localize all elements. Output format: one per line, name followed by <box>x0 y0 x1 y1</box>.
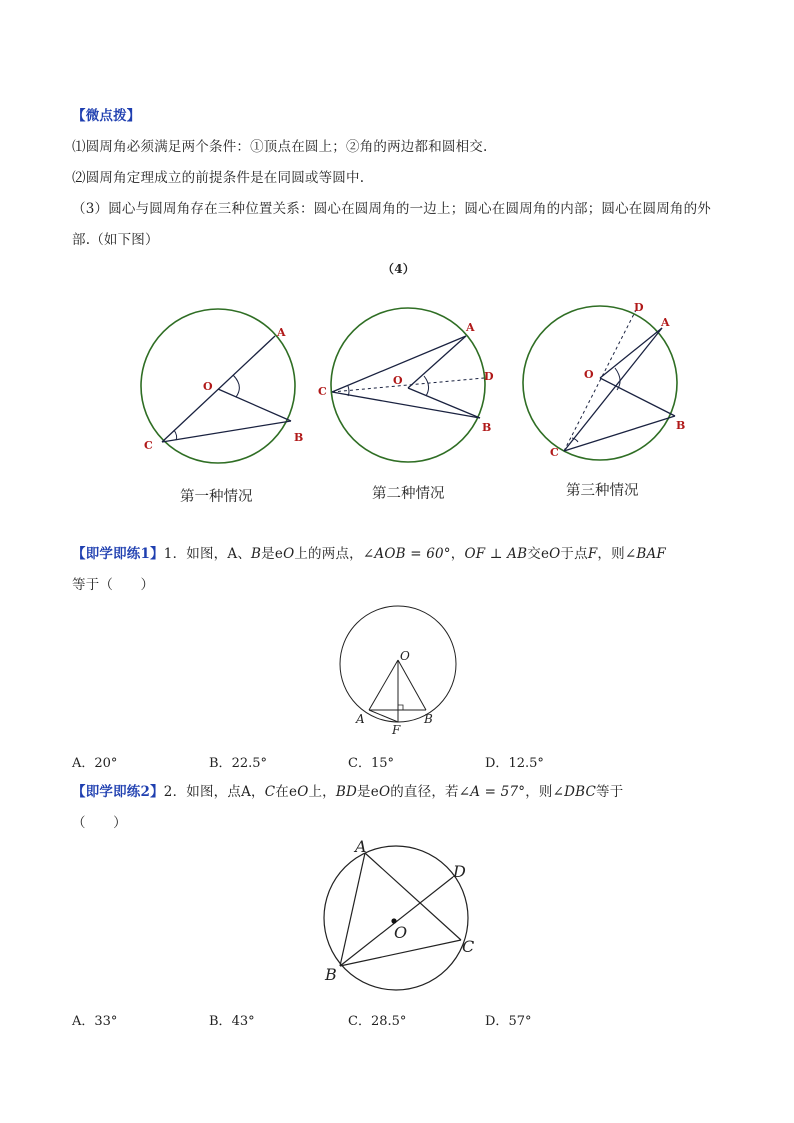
label-b: B <box>676 419 686 432</box>
label-o: O <box>394 923 408 942</box>
caption-case-2: 第二种情况 <box>372 486 445 502</box>
exercise1-text: 交 <box>527 546 541 562</box>
angle-arc-c <box>348 386 349 396</box>
label-b: B <box>482 421 492 434</box>
label-o: O <box>400 649 410 663</box>
label-c: C <box>550 446 559 459</box>
option-letter: D． <box>485 1014 509 1029</box>
chord-ca <box>564 328 662 451</box>
label-d: D <box>484 370 494 383</box>
exercise1-text: 于点 <box>560 546 588 562</box>
exercise2-point-c: C <box>264 784 276 800</box>
exercise2-angle-dbc: ∠DBC <box>552 784 597 800</box>
option-letter: C． <box>348 1014 371 1029</box>
exercise2-text: 的直径，若 <box>390 784 459 800</box>
exercise2-option-d[interactable] <box>485 1010 531 1029</box>
label-a: A <box>661 316 670 329</box>
radius-oa <box>369 660 398 710</box>
circle-symbol: e <box>288 784 298 800</box>
label-d: D <box>453 862 466 881</box>
exercise2-text: 在 <box>275 784 289 800</box>
figure-number: （4） <box>382 262 415 276</box>
exercise2-number: 2．如图，点A <box>163 784 252 800</box>
figure-case-3 <box>520 298 700 468</box>
angle-arc-c <box>174 430 177 440</box>
radius-ob <box>398 660 426 710</box>
option-value: 15° <box>370 756 394 771</box>
circle-symbol: e <box>370 784 379 800</box>
exercise2-angle-a: ∠A = 57° <box>458 784 526 800</box>
radius-oa <box>408 336 466 388</box>
note-line-3: （3）圆心与圆周角存在三种位置关系：圆心在圆周角的一边上；圆心在圆周角的内部；圆心在圆周角的外 <box>72 201 711 217</box>
section-heading: 【微点拨】 <box>72 108 141 124</box>
exercise1-point-f: F <box>587 546 598 562</box>
circle-symbol: e <box>540 546 550 562</box>
label-c: C <box>144 439 153 452</box>
option-letter: A． <box>72 1014 95 1029</box>
option-value: 22.5° <box>231 756 268 771</box>
figure-case-1 <box>130 308 310 488</box>
option-value: 28.5° <box>370 1014 407 1029</box>
radius-ob <box>600 378 675 416</box>
exercise2-segment-bd: BD <box>335 784 358 800</box>
option-value: 57° <box>508 1014 532 1029</box>
exercise1-sep: 、 <box>237 546 252 562</box>
exercise1-point-o: O <box>549 546 561 562</box>
circle-symbol: e <box>274 546 284 562</box>
exercise1-text: 是 <box>261 546 275 562</box>
option-value: 33° <box>94 1014 118 1029</box>
label-b: B <box>424 712 433 726</box>
exercise1-perpendicular: OF ⊥ AB <box>464 546 528 562</box>
option-value: 12.5° <box>508 756 544 771</box>
right-angle-mark <box>398 705 403 710</box>
diameter-dashed <box>564 310 636 451</box>
exercise1-figure <box>336 602 466 742</box>
option-letter: B． <box>209 1014 232 1029</box>
label-o: O <box>393 374 403 387</box>
note-line-2: ⑵圆周角定理成立的前提条件是在同圆或等圆中. <box>72 170 365 186</box>
exercise2-text: 是 <box>357 784 371 800</box>
angle-arc-o <box>233 375 239 397</box>
exercise1-number: 1．如图，A <box>163 546 238 562</box>
option-letter: A． <box>72 756 95 771</box>
label-a: A <box>466 321 475 334</box>
segment-bc <box>340 940 461 966</box>
label-a: A <box>356 712 365 726</box>
label-d: D <box>634 301 644 314</box>
exercise2-point-o: O <box>378 784 391 800</box>
label-b: B <box>294 431 304 444</box>
exercise2-text: ，则 <box>525 784 553 800</box>
figure-case-2 <box>318 308 508 468</box>
note-line-4: 部.（如下图） <box>72 232 159 248</box>
exercise2-option-c[interactable] <box>348 1010 406 1029</box>
exercise2-tag: 【即学即练2】 <box>72 784 164 800</box>
exercise1-tag: 【即学即练1】 <box>72 546 164 562</box>
radius-oa <box>600 328 662 378</box>
exercise1-option-b[interactable] <box>209 752 267 771</box>
circle <box>331 308 485 462</box>
exercise1-option-d[interactable] <box>485 752 544 771</box>
caption-case-3: 第三种情况 <box>566 483 639 499</box>
exercise2-stem-line2: （ ） <box>72 815 127 831</box>
caption-case-1: 第一种情况 <box>180 489 253 505</box>
label-c: C <box>318 385 327 398</box>
exercise1-option-c[interactable] <box>348 752 394 771</box>
label-f: F <box>392 723 401 737</box>
exercise1-option-a[interactable] <box>72 752 117 771</box>
option-value: 43° <box>231 1014 255 1029</box>
radius-ob <box>218 389 291 421</box>
chord-cb <box>332 392 480 418</box>
label-b: B <box>325 965 337 984</box>
diameter-dashed <box>332 378 484 392</box>
circle <box>523 306 677 460</box>
option-letter: C． <box>348 756 371 771</box>
exercise1-stem <box>72 542 666 562</box>
exercise1-text: 上的两点， <box>294 546 363 562</box>
exercise2-option-b[interactable] <box>209 1010 255 1029</box>
label-o: O <box>584 368 594 381</box>
label-o: O <box>203 380 213 393</box>
exercise2-figure <box>316 836 496 986</box>
exercise1-sep: ， <box>450 546 465 562</box>
exercise1-angle-baf: ∠BAF <box>624 546 666 562</box>
exercise2-text: 上， <box>308 784 336 800</box>
exercise1-point-b: B <box>251 546 262 562</box>
exercise2-stem <box>72 780 623 800</box>
option-value: 20° <box>94 756 118 771</box>
circle <box>324 846 468 990</box>
exercise1-stem-line2: 等于（ ） <box>72 577 155 593</box>
exercise2-text: 等于 <box>596 784 624 800</box>
label-c: C <box>462 937 475 956</box>
note-line-1: ⑴圆周角必须满足两个条件：①顶点在圆上；②角的两边都和圆相交. <box>72 139 488 155</box>
exercise2-option-a[interactable] <box>72 1010 117 1029</box>
exercise2-point-o: O <box>297 784 309 800</box>
label-a: A <box>277 326 286 339</box>
exercise1-angle-aob: ∠AOB = 60° <box>362 546 451 562</box>
option-letter: D． <box>485 756 509 771</box>
option-letter: B． <box>209 756 232 771</box>
exercise2-sep: ， <box>251 784 265 800</box>
exercise1-text: ，则 <box>597 546 625 562</box>
exercise1-point-o: O <box>283 546 295 562</box>
radius-ob <box>408 388 480 418</box>
angle-arc-o <box>424 376 429 396</box>
label-a: A <box>355 837 367 856</box>
